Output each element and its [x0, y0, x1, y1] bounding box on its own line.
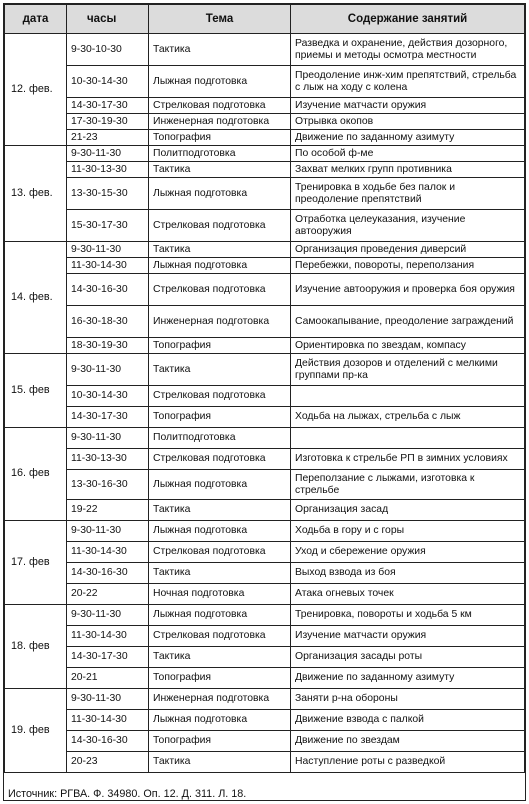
table-row — [5, 306, 525, 338]
table-row — [5, 668, 525, 689]
table-row — [5, 338, 525, 354]
hours-cell: 14-30-16-30 — [67, 731, 149, 752]
table-row — [5, 428, 525, 449]
content-cell: Действия дозоров и отделений с мелкими группами пр-ка — [291, 354, 525, 386]
table-row — [5, 98, 525, 114]
table-row — [5, 731, 525, 752]
table-row — [5, 114, 525, 130]
content-cell: Изучение матчасти оружия — [291, 98, 525, 114]
topic-cell: Лыжная подготовка — [149, 605, 291, 626]
content-cell: Движение по звездам — [291, 731, 525, 752]
table-row — [5, 407, 525, 428]
topic-cell: Топография — [149, 668, 291, 689]
hours-cell: 9-30-11-30 — [67, 242, 149, 258]
table-row — [5, 258, 525, 274]
hours-cell: 13-30-16-30 — [67, 470, 149, 500]
hours-cell: 17-30-19-30 — [67, 114, 149, 130]
table-row — [5, 146, 525, 162]
content-cell: Выход взвода из боя — [291, 563, 525, 584]
hours-cell: 11-30-14-30 — [67, 710, 149, 731]
topic-cell: Политподготовка — [149, 146, 291, 162]
content-cell: Движение по заданному азимуту — [291, 130, 525, 146]
topic-cell: Топография — [149, 407, 291, 428]
topic-cell: Тактика — [149, 34, 291, 66]
hours-cell: 10-30-14-30 — [67, 66, 149, 98]
content-cell: Перебежки, повороты, переползания — [291, 258, 525, 274]
header-content: Содержание занятий — [291, 5, 525, 34]
topic-cell: Стрелковая подготовка — [149, 210, 291, 242]
content-cell: Движение взвода с палкой — [291, 710, 525, 731]
topic-cell: Политподготовка — [149, 428, 291, 449]
topic-cell: Лыжная подготовка — [149, 258, 291, 274]
topic-cell: Стрелковая подготовка — [149, 542, 291, 563]
table-row — [5, 449, 525, 470]
table-row — [5, 274, 525, 306]
content-cell: Переползание с лыжами, изготовка к стрельбе — [291, 470, 525, 500]
day-date: 16. фев — [5, 428, 67, 521]
content-cell: Уход и сбережение оружия — [291, 542, 525, 563]
topic-cell: Тактика — [149, 500, 291, 521]
header-date: дата — [5, 5, 67, 34]
table-row — [5, 470, 525, 500]
header-row — [5, 5, 525, 34]
hours-cell: 14-30-17-30 — [67, 407, 149, 428]
topic-cell: Тактика — [149, 354, 291, 386]
table-row — [5, 626, 525, 647]
table-row — [5, 710, 525, 731]
content-cell: Организация засад — [291, 500, 525, 521]
table-row — [5, 66, 525, 98]
day-date: 15. фев — [5, 354, 67, 428]
topic-cell: Тактика — [149, 162, 291, 178]
topic-cell: Инженерная подготовка — [149, 114, 291, 130]
topic-cell: Лыжная подготовка — [149, 178, 291, 210]
topic-cell: Стрелковая подготовка — [149, 386, 291, 407]
table-row — [5, 689, 525, 710]
topic-cell: Тактика — [149, 563, 291, 584]
topic-cell: Стрелковая подготовка — [149, 98, 291, 114]
topic-cell: Тактика — [149, 752, 291, 773]
topic-cell: Лыжная подготовка — [149, 66, 291, 98]
topic-cell: Стрелковая подготовка — [149, 449, 291, 470]
content-cell: Тренировка в ходьбе без палок и преодоление препятствий — [291, 178, 525, 210]
hours-cell: 14-30-17-30 — [67, 647, 149, 668]
hours-cell: 11-30-13-30 — [67, 449, 149, 470]
header-hours: часы — [67, 5, 149, 34]
table-row — [5, 563, 525, 584]
content-cell: Ходьба на лыжах, стрельба с лыж — [291, 407, 525, 428]
document-page — [3, 3, 526, 801]
content-cell: Отработка целеуказания, изучение автооружия — [291, 210, 525, 242]
hours-cell: 9-30-11-30 — [67, 689, 149, 710]
topic-cell: Лыжная подготовка — [149, 470, 291, 500]
hours-cell: 20-22 — [67, 584, 149, 605]
topic-cell: Лыжная подготовка — [149, 521, 291, 542]
table-row — [5, 162, 525, 178]
content-cell — [291, 428, 525, 449]
day-date: 13. фев. — [5, 146, 67, 242]
table-row — [5, 354, 525, 386]
day-date: 18. фев — [5, 605, 67, 689]
table-row — [5, 386, 525, 407]
table-row — [5, 500, 525, 521]
topic-cell: Инженерная подготовка — [149, 689, 291, 710]
content-cell: Заняти р-на обороны — [291, 689, 525, 710]
header-topic: Тема — [149, 5, 291, 34]
table-row — [5, 584, 525, 605]
hours-cell: 9-30-11-30 — [67, 146, 149, 162]
content-cell: Ориентировка по звездам, компасу — [291, 338, 525, 354]
hours-cell: 11-30-14-30 — [67, 258, 149, 274]
hours-cell: 13-30-15-30 — [67, 178, 149, 210]
topic-cell: Тактика — [149, 647, 291, 668]
table-row — [5, 242, 525, 258]
content-cell: Разведка и охранение, действия дозорного, приемы и методы осмотра местности — [291, 34, 525, 66]
content-cell: Изготовка к стрельбе РП в зимних условиях — [291, 449, 525, 470]
hours-cell: 11-30-14-30 — [67, 542, 149, 563]
topic-cell: Топография — [149, 130, 291, 146]
day-date: 17. фев — [5, 521, 67, 605]
table-row — [5, 210, 525, 242]
content-cell: Атака огневых точек — [291, 584, 525, 605]
content-cell: Ходьба в гору и с горы — [291, 521, 525, 542]
day-date: 14. фев. — [5, 242, 67, 354]
day-date: 12. фев. — [5, 34, 67, 146]
table-row — [5, 752, 525, 773]
content-cell: Движение по заданному азимуту — [291, 668, 525, 689]
hours-cell: 19-22 — [67, 500, 149, 521]
hours-cell: 9-30-10-30 — [67, 34, 149, 66]
topic-cell: Инженерная подготовка — [149, 306, 291, 338]
hours-cell: 9-30-11-30 — [67, 605, 149, 626]
content-cell — [291, 386, 525, 407]
content-cell: Изучение матчасти оружия — [291, 626, 525, 647]
hours-cell: 14-30-17-30 — [67, 98, 149, 114]
table-row — [5, 521, 525, 542]
topic-cell: Лыжная подготовка — [149, 710, 291, 731]
table-row — [5, 130, 525, 146]
table-row — [5, 178, 525, 210]
table-row — [5, 605, 525, 626]
hours-cell: 14-30-16-30 — [67, 274, 149, 306]
hours-cell: 9-30-11-30 — [67, 354, 149, 386]
hours-cell: 10-30-14-30 — [67, 386, 149, 407]
hours-cell: 9-30-11-30 — [67, 521, 149, 542]
topic-cell: Стрелковая подготовка — [149, 626, 291, 647]
content-cell: Преодоление инж-хим препятствий, стрельба с лыж на ходу с колена — [291, 66, 525, 98]
hours-cell: 20-23 — [67, 752, 149, 773]
topic-cell: Топография — [149, 731, 291, 752]
table-row — [5, 34, 525, 66]
content-cell: Самоокапывание, преодоление заграждений — [291, 306, 525, 338]
hours-cell: 18-30-19-30 — [67, 338, 149, 354]
topic-cell: Тактика — [149, 242, 291, 258]
content-cell: Изучение автооружия и проверка боя оружия — [291, 274, 525, 306]
content-cell: Организация засады роты — [291, 647, 525, 668]
day-date: 19. фев — [5, 689, 67, 773]
hours-cell: 14-30-16-30 — [67, 563, 149, 584]
content-cell: Захват мелких групп противника — [291, 162, 525, 178]
topic-cell: Ночная подготовка — [149, 584, 291, 605]
hours-cell: 15-30-17-30 — [67, 210, 149, 242]
content-cell: Отрывка окопов — [291, 114, 525, 130]
hours-cell: 11-30-14-30 — [67, 626, 149, 647]
topic-cell: Стрелковая подготовка — [149, 274, 291, 306]
source-note: Источник: РГВА. Ф. 34980. Оп. 12. Д. 311. Л. 18. — [8, 788, 247, 800]
content-cell: Наступление роты с разведкой — [291, 752, 525, 773]
content-cell: Тренировка, повороты и ходьба 5 км — [291, 605, 525, 626]
topic-cell: Топография — [149, 338, 291, 354]
hours-cell: 21-23 — [67, 130, 149, 146]
table-row — [5, 647, 525, 668]
table-row — [5, 542, 525, 563]
hours-cell: 16-30-18-30 — [67, 306, 149, 338]
content-cell: По особой ф-ме — [291, 146, 525, 162]
hours-cell: 20-21 — [67, 668, 149, 689]
hours-cell: 9-30-11-30 — [67, 428, 149, 449]
content-cell: Организация проведения диверсий — [291, 242, 525, 258]
training-schedule-table — [4, 4, 525, 773]
hours-cell: 11-30-13-30 — [67, 162, 149, 178]
